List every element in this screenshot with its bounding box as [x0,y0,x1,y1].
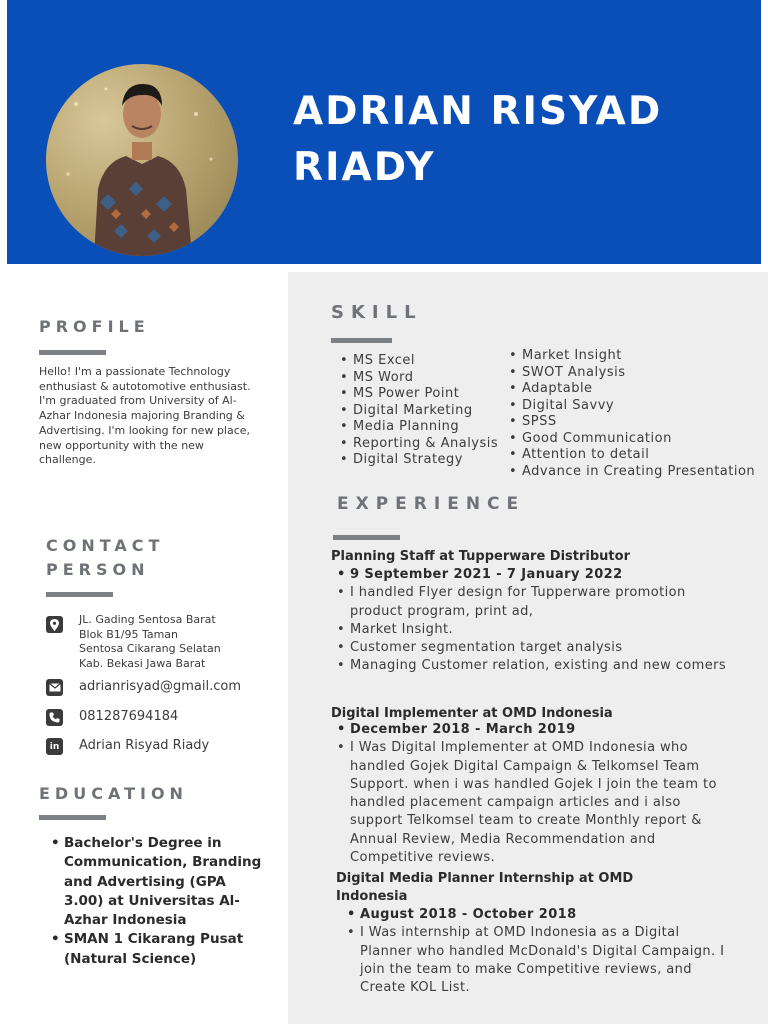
job-point: • I Was Digital Implementer at OMD Indonesia who handled Gojek Digital Campaign & Telkomsel Team Support. when i was handled Gojek I join the team to handled placement campaign articles and i also support Telkomsel team to create Monthly report & Annual Review, Media Recommendation and Competitive reviews. [337,739,727,867]
skill-item: • Digital Savvy [509,398,764,415]
phone-icon [46,709,63,726]
candidate-name [293,84,743,196]
skill-item: • MS Word [340,370,508,387]
skill-item: • Advance in Creating Presentation [509,464,764,481]
skill-item: • Attention to detail [509,447,764,464]
skill-item: • SPSS [509,414,764,431]
contact-linkedin[interactable]: Adrian Risyad Riady [79,738,210,753]
job-point: • Customer segmentation target analysis [337,639,727,657]
skill-item: • SWOT Analysis [509,365,764,382]
job-period: • August 2018 - October 2018 [347,906,727,924]
education-list [51,834,265,969]
skill-item: • Adaptable [509,381,764,398]
education-heading: EDUCATION [39,784,188,803]
person-portrait-icon [46,64,238,256]
skill-item: • MS Excel [340,353,508,370]
skill-item: • Digital Strategy [340,452,508,469]
profile-rule [39,350,106,355]
contact-phone-row[interactable] [46,709,178,726]
skill-item: • MS Power Point [340,386,508,403]
job-point: • I Was internship at OMD Indonesia as a Digital Planner who handled McDonald's Digital Campaign. I join the team to make Competitive reviews, and Create KOL List. [347,924,727,997]
contact-rule [46,592,113,597]
contact-address: JL. Gading Sentosa Barat Blok B1/95 Taman Sentosa Cikarang Selatan Kab. Bekasi Jawa Barat [79,613,221,670]
job-title: Digital Media Planner Internship at OMD Indonesia [336,871,634,904]
contact-phone[interactable]: 081287694184 [79,709,179,724]
job-period: • 9 September 2021 - 7 January 2022 [337,566,727,584]
education-item: • SMAN 1 Cikarang Pusat (Natural Science) [51,930,265,969]
job-point: • Managing Customer relation, existing and new comers [337,657,727,675]
job-period: • December 2018 - March 2019 [337,721,727,739]
education-rule [39,815,106,820]
skill-list-right [509,348,764,480]
job-details [347,906,727,997]
profile-heading: PROFILE [39,317,150,336]
skill-heading: SKILL [331,302,423,323]
skill-rule [331,338,392,343]
contact-email-row[interactable] [46,679,241,696]
job-details [337,721,727,867]
name-line-2: RIADY [293,145,436,190]
location-icon [46,616,63,633]
job-title: Planning Staff at Tupperware Distributor [331,549,630,564]
contact-address-row [46,613,221,671]
contact-heading [46,534,164,582]
contact-heading-line-1: CONTACT [46,536,165,555]
linkedin-icon: in [46,738,63,755]
contact-email[interactable]: adrianrisyad@gmail.com [79,679,242,694]
contact-heading-line-2: PERSON [46,560,150,579]
education-item: • Bachelor's Degree in Communication, Branding and Advertising (GPA 3.00) at Universitas Al-Azhar Indonesia [51,834,265,930]
name-line-1: ADRIAN RISYAD [293,89,663,134]
contact-linkedin-row[interactable] [46,738,209,755]
email-icon [46,679,63,696]
job-title: Digital Implementer at OMD Indonesia [331,706,613,721]
skill-item: • Market Insight [509,348,764,365]
skill-item: • Reporting & Analysis [340,436,508,453]
skill-item: • Good Communication [509,431,764,448]
job-details [337,566,727,676]
skill-item: • Digital Marketing [340,403,508,420]
experience-rule [333,535,400,540]
experience-heading: EXPERIENCE [337,494,526,514]
skill-item: • Media Planning [340,419,508,436]
profile-photo [46,64,238,256]
job-point: • Market Insight. [337,621,727,639]
job-point: • I handled Flyer design for Tupperware promotion product program, print ad, [337,584,727,621]
skill-list-left [340,353,508,469]
profile-text: Hello! I'm a passionate Technology enthusiast & autotomotive enthusiast. I'm graduated from University of Al-Azhar Indonesia majoring Branding & Advertising. I'm looking for new place, new opportunity with the new challenge. [39,365,251,467]
